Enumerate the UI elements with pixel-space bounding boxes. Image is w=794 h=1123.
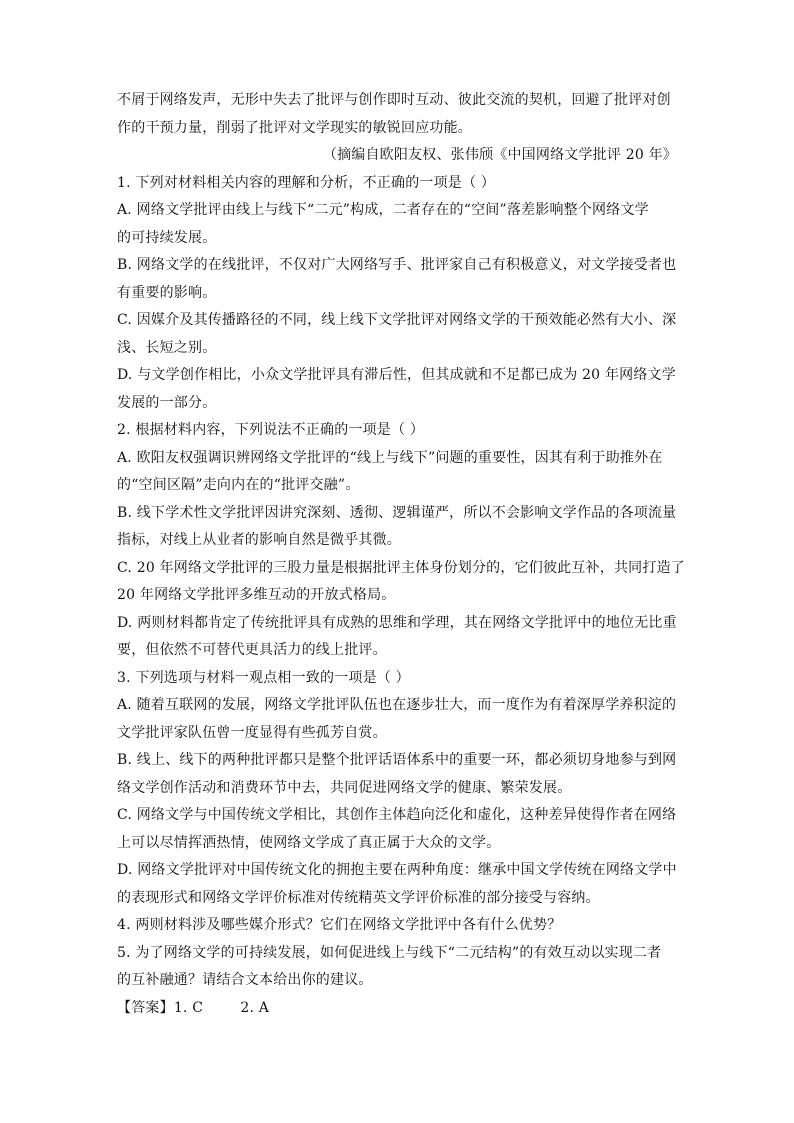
question-1 — [117, 173, 677, 413]
option-c-cont: 上可以尽情挥洒热情，使网络文学成了真正属于大众的文学。 — [117, 834, 501, 851]
option-b: B. 网络文学的在线批评，不仅对广大网络写手、批评家自己有积极意义，对文学接受者也 — [117, 257, 677, 273]
option-c-cont: 20 年网络文学批评多维互动的开放式格局。 — [117, 587, 396, 603]
option-d: D. 与文学创作相比，小众文学批评具有滞后性，但其成就和不足都已成为 20 年网络文学 — [117, 367, 676, 383]
answer-label: 【答案】 — [117, 999, 174, 1016]
option-b-cont: 络文学创作活动和消费环节中去，共同促进网络文学的健康、繁荣发展。 — [117, 779, 572, 796]
question-2 — [117, 420, 685, 660]
option-b-cont: 指标，对线上从业者的影响自然是微乎其微。 — [117, 532, 401, 548]
question-stem-cont: 的互补融通？请结合文本给出你的建议。 — [117, 972, 373, 988]
option-a: A. 网络文学批评由线上与线下“二元”构成，二者存在的“空间”落差影响整个网络文学 — [117, 202, 649, 218]
option-a: A. 欧阳友权强调识辨网络文学批评的“线上与线下”问题的重要性，因其有利于助推外在 — [117, 449, 663, 466]
question-3 — [117, 668, 677, 908]
passage-line: 作的干预力量，削弱了批评对文学现实的敏锐回应功能。 — [117, 119, 472, 136]
option-b: B. 线下学术性文学批评因讲究深刻、透彻、逻辑谨严，所以不会影响文学作品的各项流量 — [117, 504, 677, 521]
option-d: D. 网络文学批评对中国传统文化的拥抱主要在两种角度：继承中国文学传统在网络文学中 — [117, 862, 677, 878]
question-5 — [117, 943, 677, 991]
passage-line: 不屑于网络发声，无形中失去了批评与创作即时互动、彼此交流的契机，回避了批评对创 — [117, 92, 671, 108]
option-b-cont: 有重要的影响。 — [117, 284, 217, 301]
answer-text: 1. C 2. A — [173, 999, 270, 1016]
option-a: A. 随着互联网的发展，网络文学批评队伍也在逐步壮大，而一度作为有着深厚学养积淀的 — [117, 697, 677, 713]
option-a-cont: 的“空间区隔”走向内在的“批评交融”。 — [117, 477, 360, 493]
option-d-cont: 的表现形式和网络文学评价标准对传统精英文学评价标准的部分接受与容纳。 — [117, 889, 600, 906]
document-page — [117, 90, 685, 1025]
question-stem: 3. 下列选项与材料一观点相一致的一项是（ ） — [117, 669, 410, 686]
answer-line — [117, 998, 677, 1018]
option-c-cont: 浅、长短之别。 — [117, 339, 217, 356]
option-c: C. 网络文学与中国传统文学相比，其创作主体趋向泛化和虚化，这种差异使得作者在网络 — [117, 807, 677, 823]
question-stem: 4. 两则材料涉及哪些媒介形式？它们在网络文学批评中各有什么优势？ — [117, 917, 562, 933]
option-d-cont: 要，但依然不可替代更具活力的线上批评。 — [117, 642, 387, 658]
option-b: B. 线上、线下的两种批评都只是整个批评话语体系中的重要一环，都必须切身地参与到网 — [117, 752, 677, 768]
option-c: C. 20 年网络文学批评的三股力量是根据批评主体身份划分的，它们彼此互补，共同打造了 — [117, 559, 685, 576]
question-stem: 1. 下列对材料相关内容的理解和分析，不正确的一项是（ ） — [117, 174, 496, 191]
option-d-cont: 发展的一部分。 — [117, 394, 217, 411]
option-a-cont: 文学批评家队伍曾一度显得有些孤芳自赏。 — [117, 724, 387, 741]
question-stem: 2. 根据材料内容，下列说法不正确的一项是（ ） — [117, 422, 425, 438]
option-a-cont: 的可持续发展。 — [117, 229, 217, 246]
passage-source: （摘编自欧阳友权、张伟颀《中国网络文学批评 20 年》 — [322, 147, 677, 163]
option-d: D. 两则材料都肯定了传统批评具有成熟的思维和学理，其在网络文学批评中的地位无比重 — [117, 614, 677, 631]
question-4 — [117, 915, 677, 935]
option-c: C. 因媒介及其传播路径的不同，线上线下文学批评对网络文学的干预效能必然有大小、深 — [117, 312, 677, 328]
question-stem: 5. 为了网络文学的可持续发展，如何促进线上与线下“二元结构”的有效互动以实现二者 — [117, 944, 662, 961]
